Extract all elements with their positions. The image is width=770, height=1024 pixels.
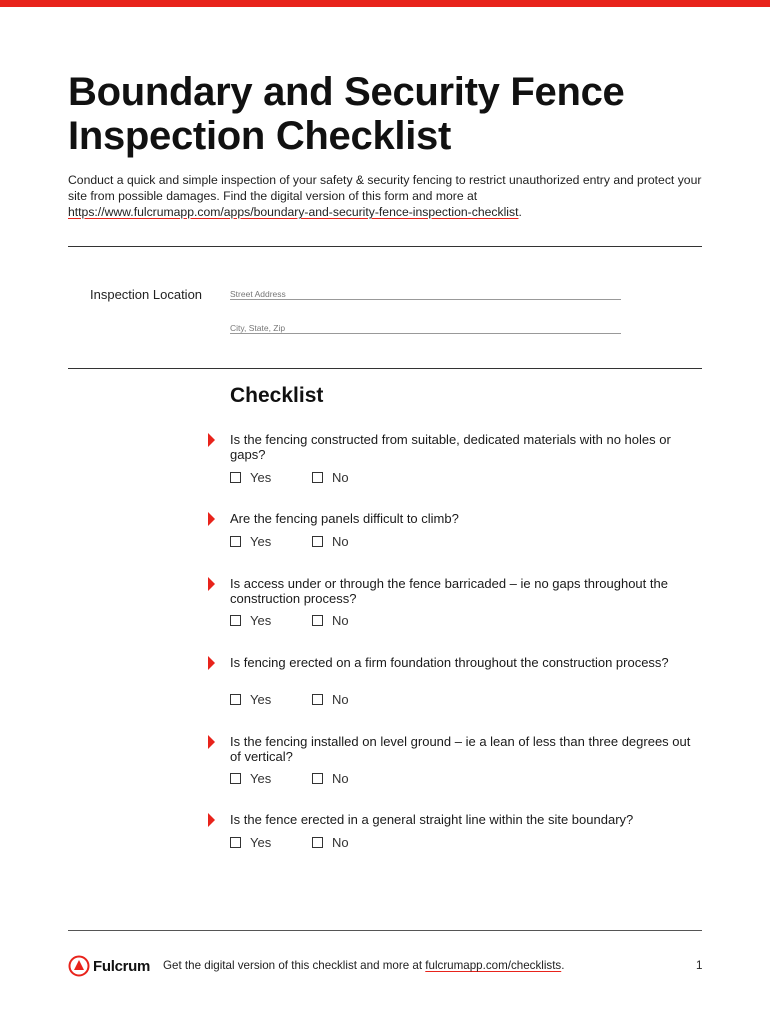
no-checkbox[interactable]	[312, 694, 323, 705]
yes-checkbox[interactable]	[230, 615, 241, 626]
yes-checkbox[interactable]	[230, 694, 241, 705]
inspection-location-label: Inspection Location	[90, 287, 203, 302]
street-address-field[interactable]	[230, 289, 621, 300]
no-option[interactable]	[312, 470, 349, 485]
yes-option[interactable]	[230, 534, 271, 549]
yes-option[interactable]	[230, 470, 271, 485]
question-text: Is access under or through the fence barricaded – ie no gaps throughout the construction process?	[230, 576, 668, 606]
page-number: 1	[696, 959, 703, 972]
no-checkbox[interactable]	[312, 837, 323, 848]
yes-label: Yes	[250, 692, 272, 707]
top-accent-bar	[0, 0, 770, 7]
question-text: Is the fence erected in a general straight line within the site boundary?	[230, 812, 634, 827]
fulcrum-logo	[68, 955, 150, 977]
yes-checkbox[interactable]	[230, 773, 241, 784]
footer-text	[163, 959, 564, 972]
no-option[interactable]	[312, 771, 349, 786]
no-checkbox[interactable]	[312, 615, 323, 626]
intro-link[interactable]: https://www.fulcrumapp.com/apps/boundary-and-security-fence-inspection-checklist	[68, 205, 519, 219]
no-option[interactable]	[312, 835, 349, 850]
no-label: No	[332, 771, 349, 786]
no-label: No	[332, 835, 349, 850]
yes-option[interactable]	[230, 613, 271, 628]
fulcrum-logo-text: Fulcrum	[93, 957, 151, 975]
no-checkbox[interactable]	[312, 773, 323, 784]
no-option[interactable]	[312, 692, 349, 707]
yes-label: Yes	[250, 534, 272, 549]
intro-end: .	[518, 205, 522, 219]
no-option[interactable]	[312, 534, 349, 549]
no-checkbox[interactable]	[312, 536, 323, 547]
yes-label: Yes	[250, 835, 272, 850]
fulcrum-logo-icon	[68, 955, 90, 977]
question-text: Is fencing erected on a firm foundation throughout the construction process?	[230, 655, 669, 670]
yes-label: Yes	[250, 613, 272, 628]
arrow-marker-icon	[208, 577, 215, 591]
arrow-marker-icon	[208, 813, 215, 827]
arrow-marker-icon	[208, 656, 215, 670]
divider-footer	[68, 930, 702, 931]
intro-paragraph	[68, 172, 708, 220]
yes-checkbox[interactable]	[230, 837, 241, 848]
no-label: No	[332, 613, 349, 628]
no-option[interactable]	[312, 613, 349, 628]
footer-link[interactable]: fulcrumapp.com/checklists	[425, 959, 562, 972]
yes-checkbox[interactable]	[230, 472, 241, 483]
no-label: No	[332, 692, 349, 707]
arrow-marker-icon	[208, 512, 215, 526]
page-title	[68, 70, 728, 158]
arrow-marker-icon	[208, 735, 215, 749]
yes-checkbox[interactable]	[230, 536, 241, 547]
yes-label: Yes	[250, 470, 272, 485]
arrow-marker-icon	[208, 433, 215, 447]
footer-text-end: .	[561, 959, 565, 972]
yes-option[interactable]	[230, 692, 271, 707]
question-text: Is the fencing installed on level ground – ie a lean of less than three degrees out of vertical?	[230, 734, 691, 764]
no-checkbox[interactable]	[312, 472, 323, 483]
no-label: No	[332, 534, 349, 549]
no-label: No	[332, 470, 349, 485]
question-text: Is the fencing constructed from suitable, dedicated materials with no holes or gaps?	[230, 432, 671, 462]
street-address-placeholder: Street Address	[230, 289, 286, 299]
divider-top	[68, 246, 702, 247]
checklist-title: Checklist	[230, 384, 324, 407]
divider-middle	[68, 368, 702, 369]
yes-label: Yes	[250, 771, 272, 786]
intro-text: Conduct a quick and simple inspection of your safety & security fencing to restrict unauthorized entry and protect your site from possible damages. Find the digital version of this form and more at	[68, 173, 702, 203]
yes-option[interactable]	[230, 771, 271, 786]
yes-option[interactable]	[230, 835, 271, 850]
city-state-zip-field[interactable]	[230, 323, 621, 334]
title-line-2: Inspection Checklist	[68, 114, 451, 158]
title-line-1: Boundary and Security Fence	[68, 70, 625, 114]
question-text: Are the fencing panels difficult to climb?	[230, 511, 459, 526]
footer-text-main: Get the digital version of this checklist and more at	[163, 959, 426, 972]
city-state-zip-placeholder: City, State, Zip	[230, 323, 286, 333]
